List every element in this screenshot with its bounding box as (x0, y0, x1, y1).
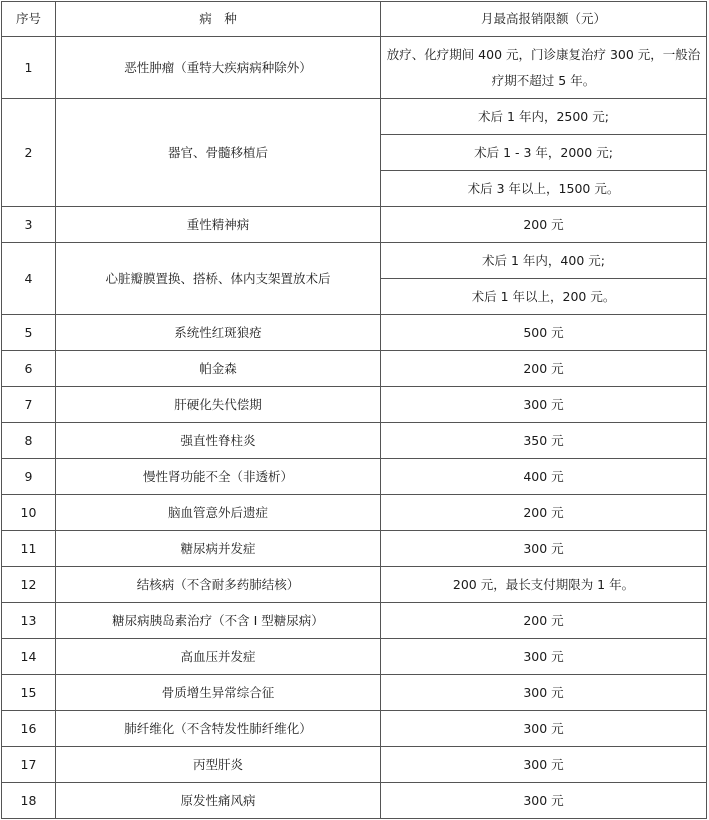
table-row (2, 243, 707, 279)
table-row (2, 531, 707, 567)
limit-value: 300 元 (381, 675, 707, 711)
disease-name: 恶性肿瘤（重特大疾病病种除外） (56, 37, 381, 99)
disease-name: 重性精神病 (56, 207, 381, 243)
table-row (2, 639, 707, 675)
limit-value: 400 元 (381, 459, 707, 495)
disease-name: 糖尿病胰岛素治疗（不含 I 型糖尿病） (56, 603, 381, 639)
row-number: 13 (2, 603, 56, 639)
row-number: 17 (2, 747, 56, 783)
table-row (2, 747, 707, 783)
row-number: 16 (2, 711, 56, 747)
table-row (2, 675, 707, 711)
disease-name: 骨质增生异常综合征 (56, 675, 381, 711)
row-number: 18 (2, 783, 56, 819)
limit-value: 术后 1 年内，400 元; (381, 243, 707, 279)
header-no: 序号 (2, 2, 56, 37)
disease-name: 帕金森 (56, 351, 381, 387)
table-row (2, 495, 707, 531)
limit-value: 300 元 (381, 711, 707, 747)
row-number: 14 (2, 639, 56, 675)
table-row (2, 711, 707, 747)
row-number: 7 (2, 387, 56, 423)
disease-name: 糖尿病并发症 (56, 531, 381, 567)
table-row (2, 37, 707, 99)
table-row (2, 351, 707, 387)
table-row (2, 99, 707, 135)
table-row (2, 783, 707, 819)
limit-value: 放疗、化疗期间 400 元，门诊康复治疗 300 元，一般治疗期不超过 5 年。 (381, 37, 707, 99)
limit-value: 200 元 (381, 351, 707, 387)
limit-value: 300 元 (381, 783, 707, 819)
limit-value: 200 元 (381, 207, 707, 243)
limit-value: 500 元 (381, 315, 707, 351)
disease-name: 原发性痛风病 (56, 783, 381, 819)
disease-name: 系统性红斑狼疮 (56, 315, 381, 351)
row-number: 6 (2, 351, 56, 387)
table-row (2, 387, 707, 423)
limit-value: 350 元 (381, 423, 707, 459)
disease-name: 慢性肾功能不全（非透析） (56, 459, 381, 495)
limit-value: 300 元 (381, 747, 707, 783)
disease-name: 高血压并发症 (56, 639, 381, 675)
limit-value: 200 元，最长支付期限为 1 年。 (381, 567, 707, 603)
disease-name: 肝硬化失代偿期 (56, 387, 381, 423)
limit-value: 术后 3 年以上，1500 元。 (381, 171, 707, 207)
limit-value: 200 元 (381, 495, 707, 531)
reimbursement-table (1, 1, 707, 819)
table-row (2, 603, 707, 639)
disease-name: 结核病（不含耐多药肺结核） (56, 567, 381, 603)
table-row (2, 315, 707, 351)
limit-value: 术后 1 - 3 年，2000 元; (381, 135, 707, 171)
table-row (2, 567, 707, 603)
row-number: 8 (2, 423, 56, 459)
row-number: 1 (2, 37, 56, 99)
disease-name: 强直性脊柱炎 (56, 423, 381, 459)
table-header-row (2, 2, 707, 37)
row-number: 10 (2, 495, 56, 531)
row-number: 2 (2, 99, 56, 207)
limit-value: 200 元 (381, 603, 707, 639)
table-row (2, 423, 707, 459)
row-number: 9 (2, 459, 56, 495)
row-number: 4 (2, 243, 56, 315)
table-row (2, 207, 707, 243)
disease-name: 脑血管意外后遗症 (56, 495, 381, 531)
disease-name: 心脏瓣膜置换、搭桥、体内支架置放术后 (56, 243, 381, 315)
disease-name: 丙型肝炎 (56, 747, 381, 783)
row-number: 5 (2, 315, 56, 351)
header-disease: 病 种 (56, 2, 381, 37)
header-limit: 月最高报销限额（元） (381, 2, 707, 37)
row-number: 12 (2, 567, 56, 603)
disease-name: 器官、骨髓移植后 (56, 99, 381, 207)
limit-value: 300 元 (381, 531, 707, 567)
limit-value: 300 元 (381, 387, 707, 423)
limit-value: 术后 1 年内，2500 元; (381, 99, 707, 135)
disease-name: 肺纤维化（不含特发性肺纤维化） (56, 711, 381, 747)
table-row (2, 459, 707, 495)
limit-value: 术后 1 年以上，200 元。 (381, 279, 707, 315)
row-number: 3 (2, 207, 56, 243)
limit-value: 300 元 (381, 639, 707, 675)
row-number: 11 (2, 531, 56, 567)
row-number: 15 (2, 675, 56, 711)
